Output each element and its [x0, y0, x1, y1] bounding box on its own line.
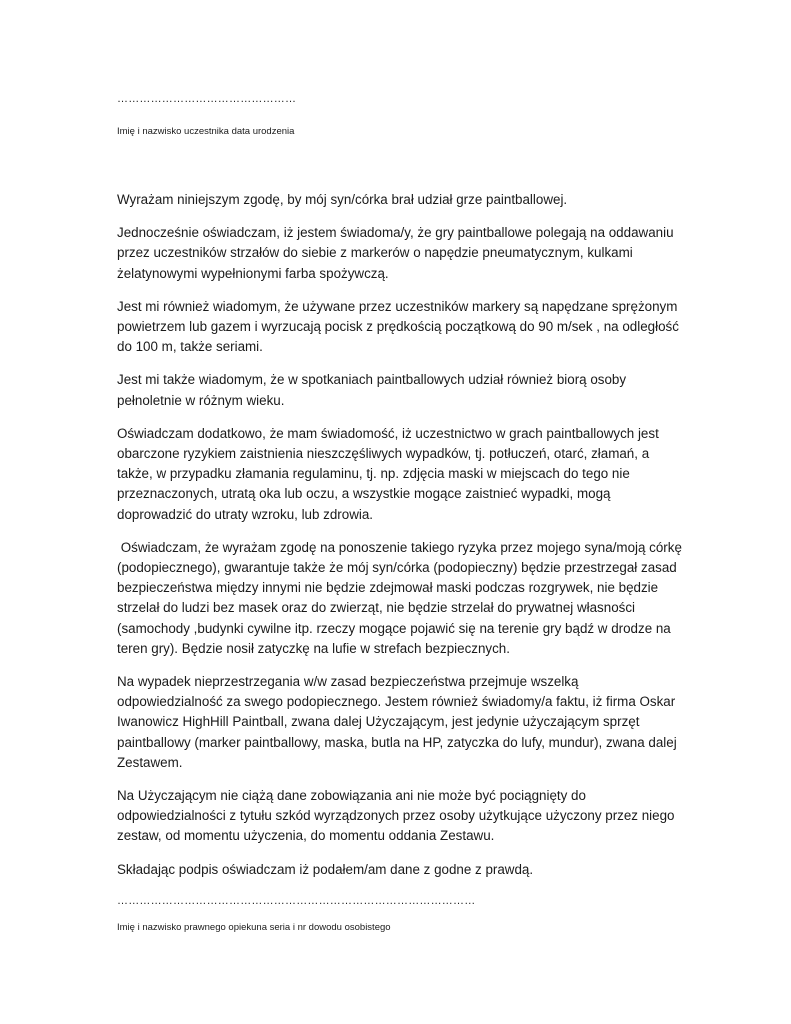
- responsibility-paragraph: Na wypadek nieprzestrzegania w/w zasad bezpieczeństwa przejmuje wszelką odpowiedzialność za swego podopiecznego. Jestem również świadomy/a faktu, iż firma Oskar Iwanowicz HighHill Paintball, zwana dalej Użyczającym, jest jedynie użyczającym sprzęt paintballowy (marker paintballowy, maska, butla na HP, zatyczka do lufy, mundur), zwana dalej Zestawem.: [117, 674, 677, 770]
- awareness-paragraph: Jednocześnie oświadczam, iż jestem świadoma/y, że gry paintballowe polegają na oddawaniu przez uczestników strzałów do siebie z markerów o napędzie pneumatycznym, kulkami żelatynowymi wypełnionymi farba spożywczą.: [117, 225, 674, 281]
- document-page: [117, 92, 686, 934]
- adult-players-paragraph: Jest mi także wiadomym, że w spotkaniach paintballowych udział również biorą osoby pełnoletnie w różnym wieku.: [117, 372, 627, 408]
- liability-paragraph: Na Użyczającym nie ciążą dane zobowiązania ani nie może być pociągnięty do odpowiedzialności z tytułu szkód wyrządzonych przez osoby użytkujące użyczony przez niego zestaw, od momentu użyczenia, do momentu oddania Zestawu.: [117, 788, 675, 844]
- participant-name-label: Imię i nazwisko uczestnika data urodzenia: [117, 126, 295, 137]
- participant-name-line: …………………………………………: [117, 93, 297, 105]
- guardian-signature-line: ……………………………………………………………………………………: [117, 894, 476, 907]
- truthfulness-paragraph: Składając podpis oświadczam iż podałem/am dane z godne z prawdą.: [117, 861, 534, 877]
- markers-paragraph: Jest mi również wiadomym, że używane przez uczestników markery są napędzane sprężonym powietrzem lub gazem i wyrzucają pocisk z prędkością początkową do 90 m/sek , na odległość do 100 m, także seriami.: [117, 298, 679, 355]
- consent-paragraph: Wyrażam niniejszym zgodę, by mój syn/córka brał udział grze paintballowej.: [117, 192, 568, 207]
- risk-paragraph: Oświadczam dodatkowo, że mam świadomość, iż uczestnictwo w grach paintballowych jest obarczone ryzykiem zaistnienia nieszczęśliwych wypadków, tj. potłuczeń, otarć, złamań, a także, w przypadku złamania regulaminu, tj. np. zdjęcia maski w miejscach do tego nie przeznaczonych, utratą oka lub oczu, a wszystkie mogące zaistnieć wypadki, mogą doprowadzić do utraty wzroku, lub zdrowia.: [117, 425, 659, 522]
- guardian-signature-label: Imię i nazwisko prawnego opiekuna seria i nr dowodu osobistego: [117, 921, 391, 933]
- safety-rules-paragraph: Oświadczam, że wyrażam zgodę na ponoszenie takiego ryzyka przez mojego syna/moją córkę (podopiecznego), gwarantuje także że mój syn/córka (podopieczny) będzie przestrzegał zasad bezpieczeństwa między innymi nie będzie zdejmował maski podczas rozgrywek, nie będzie strzelał do ludzi bez masek oraz do zwierząt, nie będzie strzelał do prywatnej własności (samochody ,budynki cywilne itp. rzeczy mogące pojawić się na terenie gry bądź w drodze na teren gry). Będzie nosił zatyczkę na lufie w strefach bezpiecznych.: [117, 539, 686, 656]
